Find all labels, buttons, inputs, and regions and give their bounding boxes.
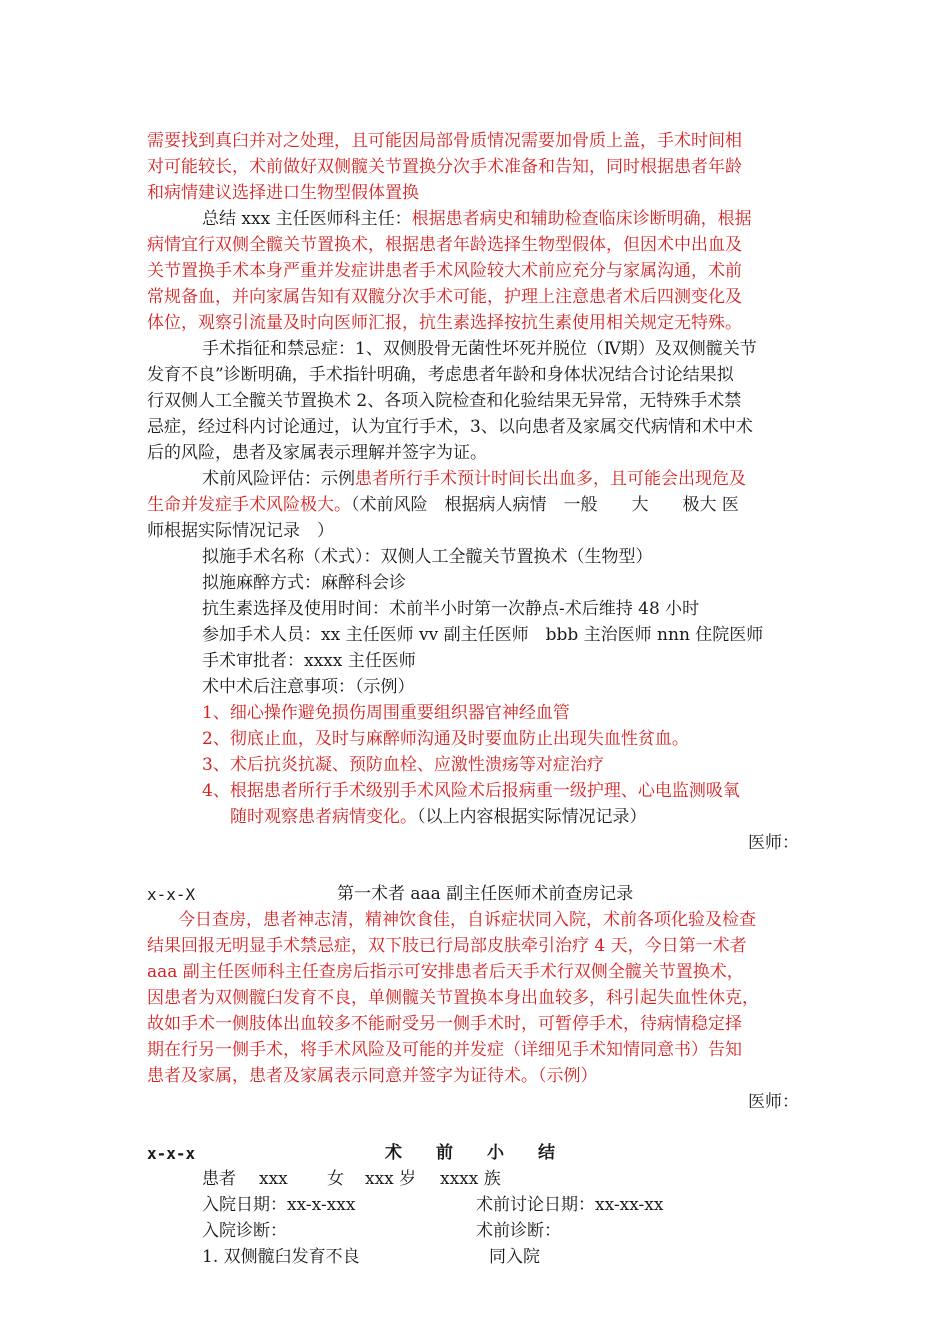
indications-line-3: 行双侧人工全髋关节置换术 2、各项入院检查和化验结果无异常，无特殊手术禁	[147, 391, 742, 411]
doctor-signature-label-2: 医师：	[748, 1092, 799, 1112]
plan-antibiotic: 抗生素选择及使用时间：术前半小时第一次静点-术后维持 48 小时	[202, 599, 700, 619]
admit-diagnosis-label: 入院诊断：	[202, 1221, 287, 1241]
rounds-line-4: 因患者为双侧髋臼发育不良，单侧髋关节置换本身出血较多，科引起失血性休克，	[147, 988, 759, 1008]
note-last-black: （以上内容根据实际情况记录）	[417, 807, 647, 827]
patient-label: 患者	[202, 1169, 236, 1189]
top-para-line-1: 需要找到真臼并对之处理，且可能因局部骨质情况需要加骨质上盖，手术时间相	[147, 131, 742, 151]
admit-date: 入院日期：xx-x-xxx	[202, 1195, 356, 1215]
rounds-title: 第一术者 aaa 副主任医师术前查房记录	[337, 884, 634, 904]
rounds-line-2: 结果回报无明显手术禁忌症，双下肢已行局部皮肤牵引治疗 4 天，今日第一术者	[147, 936, 747, 956]
patient-ethnicity: xxxx 族	[440, 1169, 501, 1189]
plan-staff: 参加手术人员：xx 主任医师 vv 副主任医师 bbb 主治医师 nnn 住院医师	[202, 625, 764, 645]
note-item-2: 2、彻底止血，及时与麻醉师沟通及时要血防止出现失血性贫血。	[202, 729, 689, 749]
indications-line-5: 后的风险，患者及家属表示理解并签字为证。	[147, 443, 487, 463]
summary-line-1	[202, 207, 752, 232]
summary-line-2: 病情宜行双侧全髋关节置换术，根据患者年龄选择生物型假体，但因术中出血及	[147, 235, 742, 255]
patient-name: xxx	[259, 1169, 288, 1189]
top-para-line-2: 对可能较长，术前做好双侧髋关节置换分次手术准备和告知，同时根据患者年龄	[147, 157, 742, 177]
note-item-1: 1、细心操作避免损伤周围重要组织器官神经血管	[202, 703, 570, 723]
summary-line-4: 常规备血，并向家属告知有双髋分次手术可能，护理上注意患者术后四测变化及	[147, 287, 742, 307]
note-item-4: 4、根据患者所行手术级别手术风险术后报病重一级护理、心电监测吸氧	[202, 781, 740, 801]
rounds-line-7: 患者及家属，患者及家属表示同意并签字为证待术。（示例）	[147, 1066, 598, 1086]
note-item-4-cont	[230, 805, 647, 830]
summary-prefix: 总结 xxx 主任医师科主任：	[202, 209, 412, 229]
summary-line-3: 关节置换手术本身严重并发症讲患者手术风险较大术前应充分与家属沟通，术前	[147, 261, 742, 281]
risk-scale: （术前风险 根据病人病情 一般 大 极大 医	[351, 495, 739, 515]
rounds-date: x-x-X	[147, 885, 196, 904]
rounds-line-5: 故如手术一侧肢体出血较多不能耐受另一侧手术时，可暂停手术，待病情稳定择	[147, 1014, 742, 1034]
plan-approver: 手术审批者：xxxx 主任医师	[202, 651, 416, 671]
plan-notes-title: 术中术后注意事项：（示例）	[202, 677, 415, 697]
patient-age: xxx 岁	[365, 1169, 417, 1189]
indications-line-1: 手术指征和禁忌症：1、双侧股骨无菌性坏死并脱位（Ⅳ期）及双侧髋关节	[202, 339, 757, 359]
rounds-line-3: aaa 副主任医师科主任查房后指示可安排患者后天手术行双侧全髋关节置换术，	[147, 962, 744, 982]
rounds-line-6: 期在行另一侧手术，将手术风险及可能的并发症（详细见手术知情同意书）告知	[147, 1040, 742, 1060]
rounds-line-1: 今日查房，患者神志清，精神饮食佳，自诉症状同入院，术前各项化验及检查	[178, 910, 756, 930]
risk-line-3: 师根据实际情况记录 ）	[147, 521, 334, 541]
risk-line-2	[147, 493, 739, 518]
note-item-3: 3、术后抗炎抗凝、预防血栓、应激性溃疡等对症治疗	[202, 755, 604, 775]
preop-diagnosis-label: 术前诊断：	[476, 1221, 561, 1241]
summary-text-1: 根据患者病史和辅助检查临床诊断明确，根据	[411, 209, 752, 229]
top-para-line-3: 和病情建议选择进口生物型假体置换	[147, 183, 419, 203]
risk-red-2: 生命并发症手术风险极大。	[147, 495, 351, 515]
plan-surgery: 拟施手术名称（术式）：双侧人工全髋关节置换术（生物型）	[202, 547, 653, 567]
diagnosis-item-1: 1. 双侧髋臼发育不良	[202, 1247, 360, 1267]
risk-line-1	[202, 467, 746, 492]
indications-line-4: 忌症，经过科内讨论通过，认为宜行手术，3、以向患者及家属交代病情和术中术	[147, 417, 753, 437]
pre-summary-title: 术 前 小 结	[385, 1143, 555, 1163]
discussion-date: 术前讨论日期：xx-xx-xx	[476, 1195, 664, 1215]
preop-diagnosis-same: 同入院	[489, 1247, 540, 1267]
risk-prefix: 术前风险评估：示例	[202, 469, 355, 489]
plan-anesthesia: 拟施麻醉方式：麻醉科会诊	[202, 573, 406, 593]
doctor-signature-label-1: 医师：	[748, 833, 799, 853]
patient-gender: 女	[327, 1169, 344, 1189]
pre-summary-date: x-x-x	[147, 1144, 196, 1163]
note-last-red: 随时观察患者病情变化。	[230, 807, 417, 827]
risk-red-1: 患者所行手术预计时间长出血多，且可能会出现危及	[355, 469, 746, 489]
indications-line-2: 发育不良”诊断明确，手术指针明确，考虑患者年龄和身体状况结合讨论结果拟	[147, 365, 734, 385]
summary-line-5: 体位，观察引流量及时向医师汇报，抗生素选择按抗生素使用相关规定无特殊。	[147, 313, 742, 333]
